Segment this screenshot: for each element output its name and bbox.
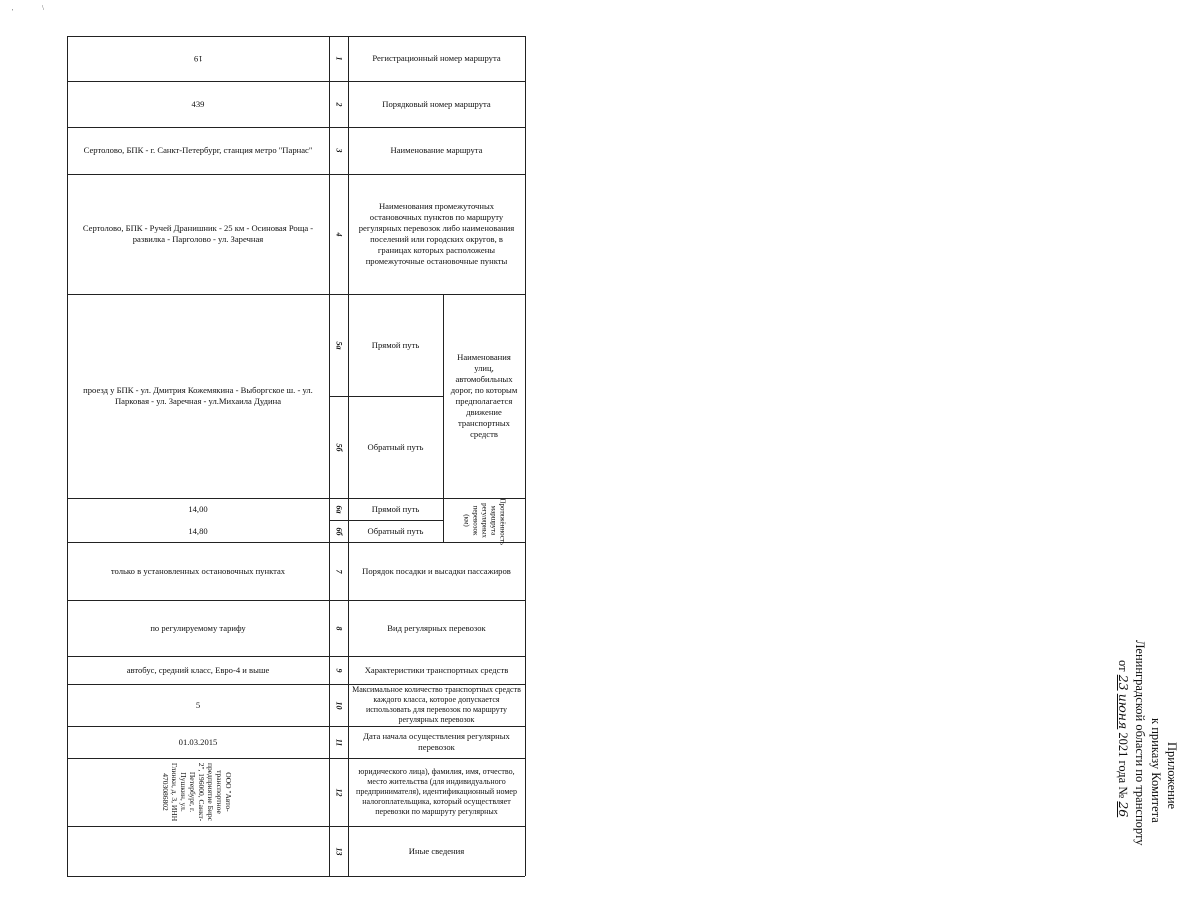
- row-number: 6б: [334, 527, 343, 535]
- row-number: 12: [334, 788, 343, 796]
- field-value: 19: [193, 54, 203, 64]
- row-number: 3: [334, 148, 343, 153]
- field-label: Прямой путь: [371, 339, 420, 350]
- field-value: автобус, средний класс, Евро-4 и выше: [126, 664, 270, 675]
- handwritten-day: 23: [1116, 674, 1131, 691]
- scan-mark: \: [42, 4, 44, 12]
- row-number: 5а: [334, 341, 343, 349]
- row-number: 10: [334, 701, 343, 709]
- field-label: Регистрационный номер маршрута: [372, 53, 501, 63]
- row-number: 5б: [334, 443, 343, 451]
- field-label: Наименование маршрута: [390, 145, 483, 155]
- field-label: Характеристики транспортных средств: [364, 664, 509, 675]
- table-border: [525, 36, 526, 876]
- row-number: 8: [334, 626, 343, 630]
- field-value: проезд у БПК - ул. Дмитрия Кожемякина - Выборгское ш. - ул. Парковая - ул. Заречная - ул.Михаила Дудина: [83, 385, 313, 406]
- row-number: 9: [334, 668, 343, 672]
- row-number: 1: [334, 56, 343, 61]
- document-header: [560, 0, 1179, 905]
- handwritten-number: 26: [1116, 801, 1131, 818]
- field-value: по регулируемому тарифу: [150, 622, 246, 633]
- field-label: Порядок посадки и высадки пассажиров: [362, 565, 511, 576]
- field-label: Дата начала осуществления регулярных перевозок: [363, 731, 510, 752]
- header-line: к приказу Комитета: [1149, 718, 1163, 823]
- field-label: Вид регулярных перевозок: [387, 622, 486, 633]
- header-line: от 23 июня 2021 года № 26: [1116, 660, 1131, 818]
- group-label: Наименования улиц, автомобильных дорог, по которым предполагается движение транспортных средств: [450, 352, 518, 439]
- field-value: 14,00: [188, 503, 208, 514]
- field-label: Прямой путь: [371, 503, 420, 514]
- handwritten-month: июня: [1116, 693, 1131, 730]
- field-value: 14,80: [188, 525, 208, 536]
- group-label: Протяжённость маршрута регулярных перевозок (км): [462, 498, 507, 545]
- row-number: 6а: [334, 505, 343, 513]
- field-value: [67, 826, 329, 876]
- field-value: Сертолово, БПК - Ручей Дранишник - 25 км - Осиновая Роща - развилка - Парголово - ул. Заречная: [82, 223, 314, 244]
- field-value: ООО "Авто-транспортное предприятие Бирс 2", 196000, Санкт-Петербург, г. Пушкин, ул. Глинки, д. 3, ИНН 4703086802: [161, 762, 233, 822]
- row-number: 7: [334, 569, 343, 573]
- field-value: Сертолово, БПК - г. Санкт-Петербург, станция метро "Парнас": [83, 145, 313, 155]
- field-label: Обратный путь: [367, 441, 424, 452]
- field-label: Порядковый номер маршрута: [382, 98, 491, 109]
- field-value: 01.03.2015: [178, 736, 218, 747]
- field-label: Обратный путь: [367, 525, 424, 536]
- row-number: 4: [334, 232, 343, 236]
- row-number: 11: [334, 738, 343, 746]
- route-table: [67, 36, 525, 876]
- field-value: только в установленных остановочных пунктах: [110, 565, 286, 576]
- field-value: 5: [195, 699, 201, 710]
- field-label: Иные сведения: [408, 845, 465, 856]
- scan-mark: ': [12, 8, 14, 16]
- row-number: 2: [334, 102, 343, 106]
- field-label: юридического лица), фамилия, имя, отчество, место жительства (для индивидуального предпринимателя), идентификационный номер налогоплательщика, который осуществляет перевозки по маршруту регулярных: [356, 767, 517, 816]
- header-line: Ленинградской области по транспорту: [1133, 640, 1147, 846]
- row-number: 13: [334, 847, 343, 855]
- field-label: Наименования промежуточных остановочных пунктов по маршруту регулярных перевозок либо наименования поселений или городских округов, в границах которых расположены промежуточные остановочные пункты: [358, 201, 515, 266]
- header-line: Приложение: [1165, 742, 1179, 810]
- field-label: Максимальное количество транспортных средств каждого класса, которое допускается использовать для перевозок по маршруту регулярных перевозок: [352, 685, 521, 724]
- row-line: [67, 876, 525, 877]
- field-value: 439: [191, 98, 205, 109]
